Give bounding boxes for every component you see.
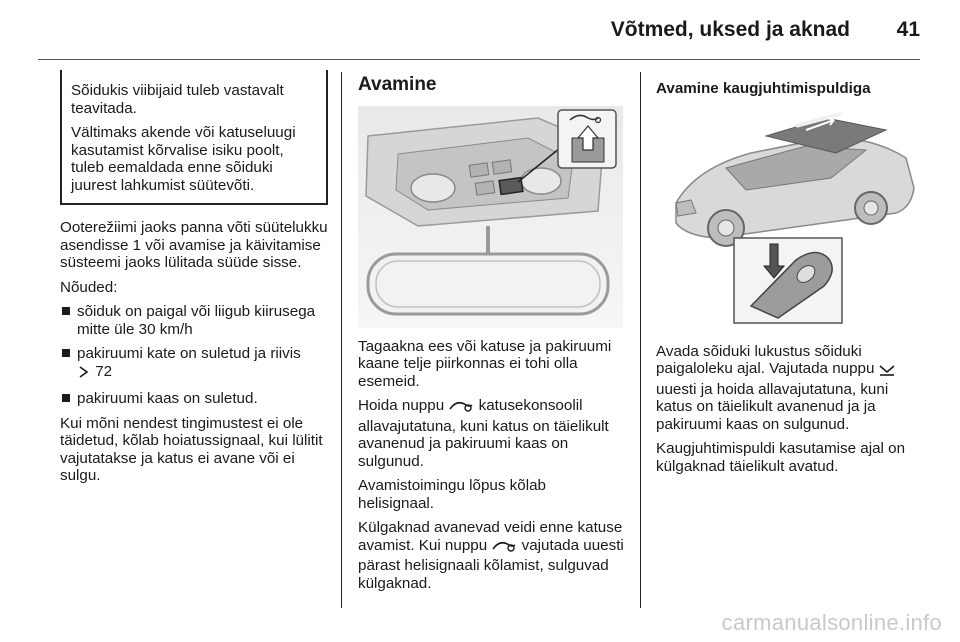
- page-title: Võtmed, uksed ja aknad: [610, 18, 850, 41]
- header-rule: [38, 59, 920, 60]
- section-heading: Avamine: [358, 74, 437, 95]
- column-2: [358, 70, 626, 599]
- page-ref[interactable]: 72: [95, 362, 113, 380]
- watermark: carmanualsonline.info: [721, 610, 942, 635]
- requirements-list: [60, 303, 328, 408]
- clearance-paragraph: Tagaakna ees või katuse ja pakiruumi kaane telje piirkonnas ei tohi olla esemeid.: [358, 337, 612, 390]
- requirements-label: Nõuded:: [60, 278, 118, 296]
- remote-windows-paragraph: Kaugjuhtimispuldi kasutamise ajal on külgaknad täielikult avatud.: [656, 440, 906, 475]
- page-header: [0, 0, 960, 60]
- warning-line-1: Sõidukis viibijaid tuleb vastavalt teavitada.: [71, 82, 284, 117]
- open-instruction-paragraph: Hoida nuppu katusekonsoolil allavajutatuna, kuni katus on täielikult avanenud ja pakiruumi kaas on sulgunud.: [358, 397, 609, 470]
- convertible-car-remote-key-icon: [656, 108, 921, 333]
- overhead-console-roof-switch-icon: [358, 106, 623, 328]
- list-item: sõiduk on paigal või liigub kiirusega mitte üle 30 km/h: [60, 303, 328, 338]
- roof-open-button-icon: [491, 539, 517, 558]
- column-3: [656, 70, 924, 482]
- page-number: 41: [896, 18, 920, 41]
- subsection-heading: Avamine kaugjuhtimispuldiga: [656, 80, 871, 97]
- side-windows-paragraph: Külgaknad avanevad veidi enne katuse avamist. Kui nuppu vajutada uuesti pärast helisignaali kõlamist, sulguvad külgaknad.: [358, 519, 624, 592]
- standby-paragraph: Ooterežiimi jaoks panna võti süütelukku asendisse 1 või avamise ja käivitamise süsteemi jaoks lülitada süüde sisse.: [60, 219, 328, 271]
- warning-signal-paragraph: Kui mõni nendest tingimustest ei ole täidetud, kõlab hoiatussignaal, kui lülitit vajutatakse ja katus ei avane või ei sulgu.: [60, 414, 323, 484]
- warning-box: [60, 70, 328, 205]
- page-ref-arrow-icon: [77, 365, 91, 384]
- list-item: pakiruumi kaas on suletud.: [60, 390, 328, 408]
- column-divider-left: [341, 72, 342, 608]
- roof-open-button-icon: [448, 399, 474, 418]
- unlock-button-icon: [879, 362, 895, 381]
- list-item: pakiruumi kate on suletud ja riivis 72: [60, 345, 328, 383]
- column-divider-right: [640, 72, 641, 608]
- signal-paragraph: Avamistoimingu lõpus kõlab helisignaal.: [358, 477, 546, 512]
- warning-line-2: Vältimaks akende või katuseluugi kasutamist kõrvalise isiku poolt, tuleb eemaldada enne sõiduki juurest lahkumist süütevõti.: [71, 124, 296, 194]
- column-1: [60, 70, 328, 492]
- remote-unlock-paragraph: Avada sõiduki lukustus sõiduki paigaloleku ajal. Vajutada nuppu uuesti ja hoida allavajutatuna, kuni katus on täielikult avanenud ja ja pakiruumi kaas on sulgunud.: [656, 343, 924, 434]
